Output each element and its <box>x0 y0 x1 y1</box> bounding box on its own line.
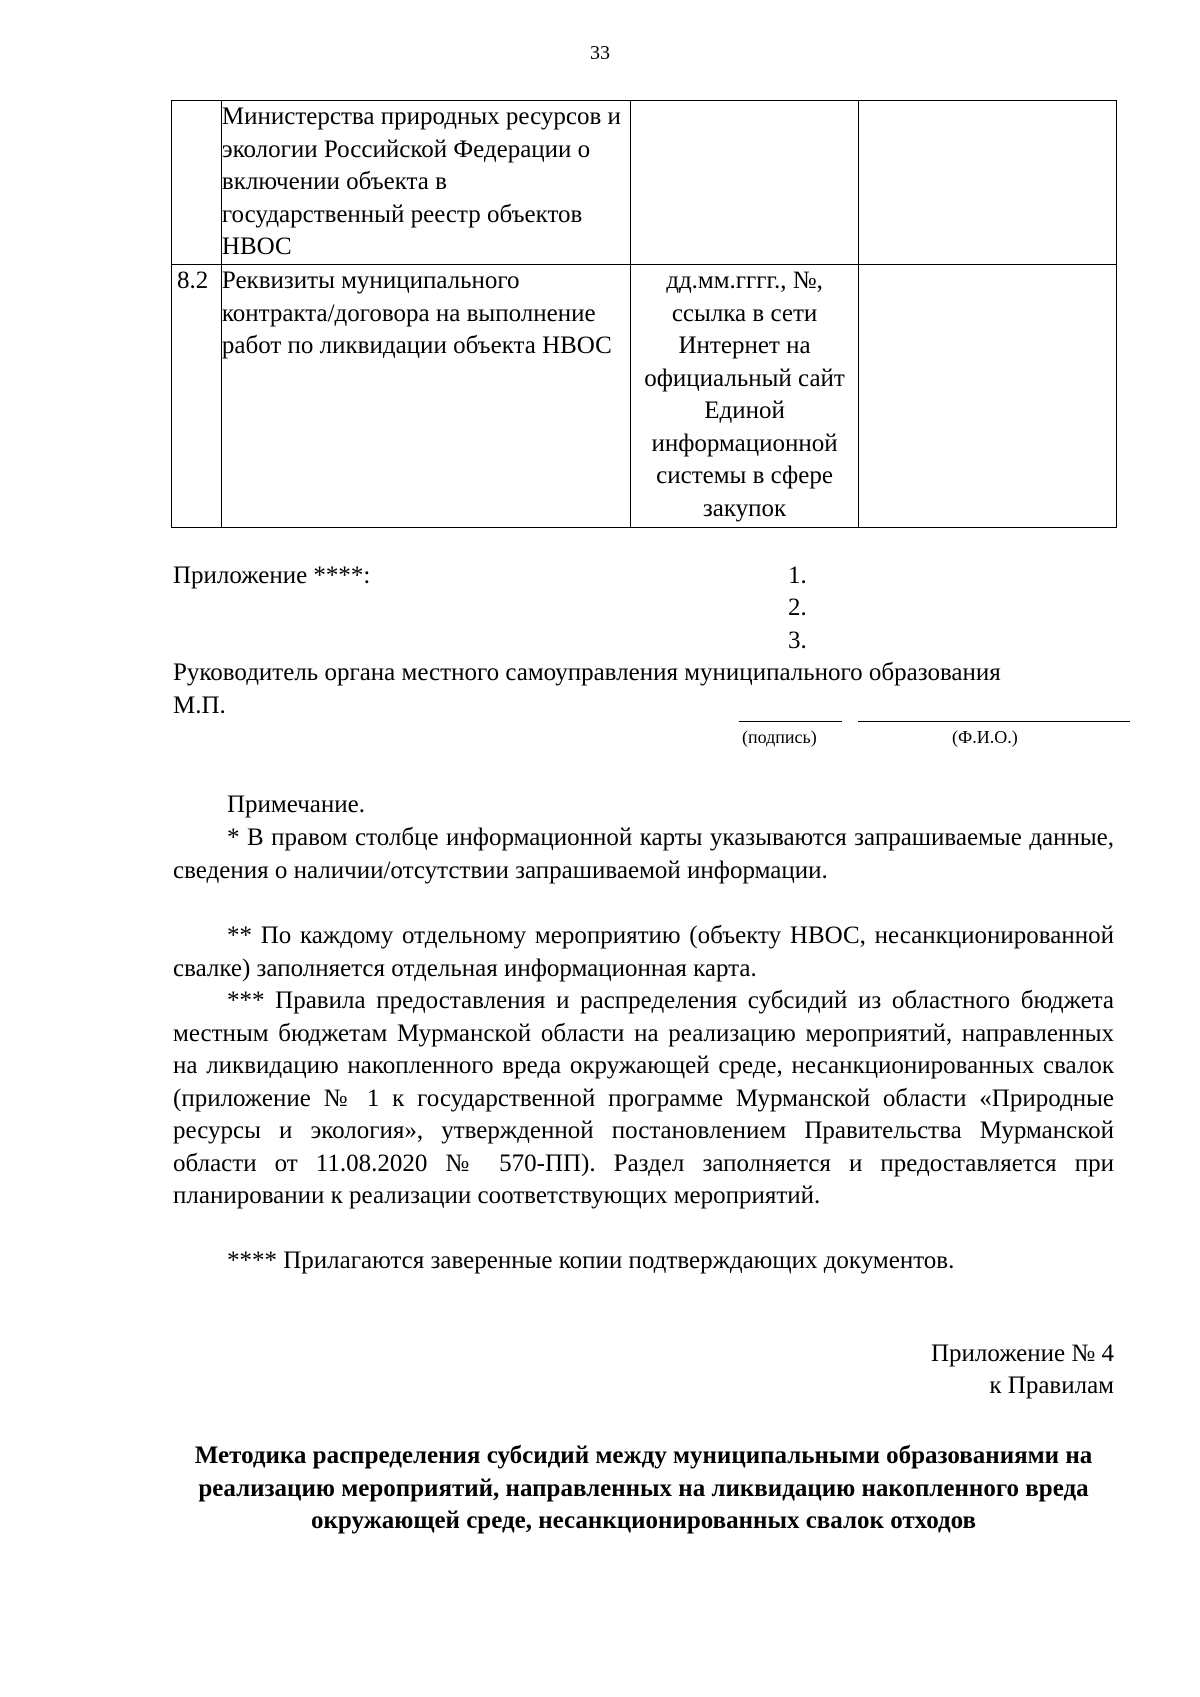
row-number-cell <box>172 101 222 265</box>
row-format-cell <box>631 101 859 265</box>
row-value-cell <box>858 101 1116 265</box>
name-caption: (Ф.И.О.) <box>952 727 1018 747</box>
attachment-label: Приложение ****: <box>173 562 371 589</box>
row-number-cell: 8.2 <box>172 265 222 528</box>
table-row <box>172 101 1117 265</box>
row-name-cell: Министерства природных ресурсов и экологии Российской Федерации о включении объекта в государственный реестр объектов НВОС <box>221 101 630 265</box>
attachment-item: 1. <box>788 562 807 589</box>
name-line <box>858 721 1130 722</box>
note-paragraph: *** Правила предоставления и распределения субсидий из областного бюджета местным бюджетам Мурманской области на реализацию мероприятий, направленных на ликвидацию накопленного вреда окружающей среде, несанкционированных свалок (приложение № 1 к государственной программе Мурманской области «Природные ресурсы и экология», утвержденной постановлением Правительства Мурманской области от 11.08.2020 № 570-ПП). Раздел заполняется и предоставляется при планировании к реализации соответствующих мероприятий. <box>173 987 1114 1209</box>
note-paragraph: ** По каждому отдельному мероприятию (объекту НВОС, несанкционированной свалке) заполняется отдельная информационная карта. <box>173 922 1114 982</box>
row-value-cell <box>858 265 1116 528</box>
attachment-item: 3. <box>788 627 807 654</box>
attachment-item: 2. <box>788 594 807 621</box>
signature-caption: (подпись) <box>742 727 817 747</box>
table-row <box>172 265 1117 528</box>
row-name-cell: Реквизиты муниципального контракта/договора на выполнение работ по ликвидации объекта НВОС <box>221 265 630 528</box>
info-card-table <box>171 100 1117 528</box>
signature-line <box>739 721 842 722</box>
note-paragraph: **** Прилагаются заверенные копии подтверждающих документов. <box>227 1247 955 1274</box>
row-format-cell: дд.мм.гггг., №, ссылка в сети Интернет на официальный сайт Единой информационной системы в сфере закупок <box>631 265 859 528</box>
note-paragraph: * В правом столбце информационной карты указываются запрашиваемые данные, сведения о наличии/отсутствии запрашиваемой информации. <box>173 824 1114 884</box>
seal-mark: М.П. <box>173 692 226 719</box>
head-title: Руководитель органа местного самоуправления муниципального образования <box>173 659 1001 686</box>
document-title: Методика распределения субсидий между муниципальными образованиями на реализацию мероприятий, направленных на ликвидацию накопленного вреда окружающей среде, несанкционированных свалок отходов <box>194 1442 1093 1534</box>
notes-heading: Примечание. <box>227 791 366 818</box>
appendix-subtitle: к Правилам <box>989 1372 1114 1399</box>
page-number: 33 <box>590 42 610 64</box>
appendix-number: Приложение № 4 <box>930 1340 1114 1367</box>
